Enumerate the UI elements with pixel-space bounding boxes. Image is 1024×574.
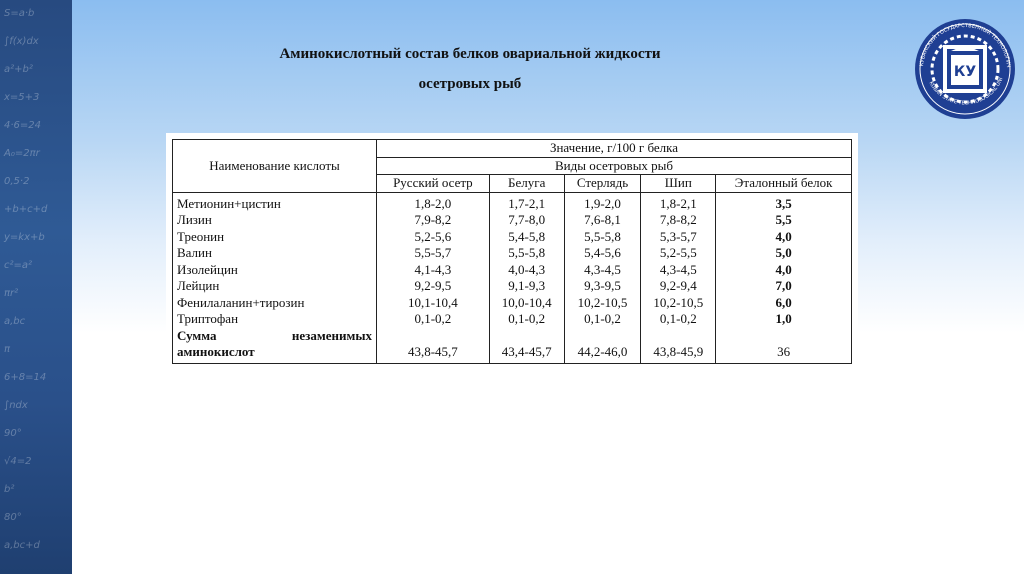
logo-center-text: КУ bbox=[953, 64, 977, 80]
col-sterlet: Стерлядь bbox=[564, 175, 641, 193]
table-cell: 9,1-9,3 bbox=[489, 278, 564, 295]
table-cell: 3,5 bbox=[716, 192, 852, 212]
sidebar-formula: 4·6=24 bbox=[4, 120, 42, 131]
sidebar-formula: b² bbox=[4, 484, 15, 495]
sidebar-formula: √4=2 bbox=[4, 456, 32, 467]
slide-title-line1: Аминокислотный состав белков овариальной жидкости bbox=[279, 46, 661, 62]
amino-acid-table bbox=[172, 139, 852, 364]
sum-value: 43,8-45,7 bbox=[377, 344, 490, 363]
table-cell: 7,0 bbox=[716, 278, 852, 295]
table-row bbox=[173, 245, 852, 262]
acid-name: Лизин bbox=[173, 212, 377, 229]
table-cell bbox=[641, 328, 716, 345]
table-row bbox=[173, 192, 852, 212]
table-cell: 0,1-0,2 bbox=[641, 311, 716, 328]
col-reference-protein: Эталонный белок bbox=[716, 175, 852, 193]
sum-label-line1: Сумма незаменимых bbox=[173, 328, 377, 345]
logo-ring-text-top: КУБАНСКИЙ ГОСУДАРСТВЕННЫЙ ТЕХНОЛОГИЧ bbox=[919, 22, 1012, 68]
left-decor-strip bbox=[0, 0, 72, 574]
table-cell bbox=[716, 328, 852, 345]
table-cell: 1,8-2,1 bbox=[641, 192, 716, 212]
table-cell: 1,7-2,1 bbox=[489, 192, 564, 212]
header-acid-name: Наименование кислоты bbox=[173, 140, 377, 193]
sum-row bbox=[173, 328, 852, 345]
table-cell: 0,1-0,2 bbox=[489, 311, 564, 328]
sidebar-formula: 80° bbox=[4, 512, 22, 523]
table-cell: 9,3-9,5 bbox=[564, 278, 641, 295]
sidebar-formula: 90° bbox=[4, 428, 22, 439]
table-cell: 10,2-10,5 bbox=[641, 295, 716, 312]
table-cell: 10,1-10,4 bbox=[377, 295, 490, 312]
sidebar-formula: c²=a² bbox=[4, 260, 33, 271]
sum-value: 43,4-45,7 bbox=[489, 344, 564, 363]
table-cell: 7,8-8,2 bbox=[641, 212, 716, 229]
table-row bbox=[173, 229, 852, 246]
sum-value: 36 bbox=[716, 344, 852, 363]
col-ship: Шип bbox=[641, 175, 716, 193]
sum-value: 44,2-46,0 bbox=[564, 344, 641, 363]
table-row bbox=[173, 295, 852, 312]
acid-name: Лейцин bbox=[173, 278, 377, 295]
table-cell: 7,7-8,0 bbox=[489, 212, 564, 229]
table-row bbox=[173, 262, 852, 279]
sidebar-formula: ∫ndx bbox=[4, 400, 28, 411]
table-cell: 6,0 bbox=[716, 295, 852, 312]
sidebar-formula: +b+c+d bbox=[4, 204, 48, 215]
table-row bbox=[173, 311, 852, 328]
col-russian-sturgeon: Русский осетр bbox=[377, 175, 490, 193]
header-value: Значение, г/100 г белка bbox=[377, 140, 852, 158]
sidebar-formula: x=5+3 bbox=[4, 92, 40, 103]
sidebar-formula: S=a·b bbox=[4, 8, 35, 19]
table-cell: 1,9-2,0 bbox=[564, 192, 641, 212]
acid-name: Изолейцин bbox=[173, 262, 377, 279]
table-cell: 4,0 bbox=[716, 229, 852, 246]
table-cell: 9,2-9,4 bbox=[641, 278, 716, 295]
table-cell: 4,1-4,3 bbox=[377, 262, 490, 279]
sidebar-formula: ∫f(x)dx bbox=[4, 36, 39, 47]
table-cell: 1,8-2,0 bbox=[377, 192, 490, 212]
table-cell: 5,0 bbox=[716, 245, 852, 262]
table-cell: 5,4-5,8 bbox=[489, 229, 564, 246]
sidebar-formula: a²+b² bbox=[4, 64, 33, 75]
table-cell: 9,2-9,5 bbox=[377, 278, 490, 295]
acid-name: Треонин bbox=[173, 229, 377, 246]
table-cell: 4,0 bbox=[716, 262, 852, 279]
table-cell: 5,4-5,6 bbox=[564, 245, 641, 262]
table-cell bbox=[489, 328, 564, 345]
sum-label-line2: аминокислот bbox=[173, 344, 377, 363]
sum-value: 43,8-45,9 bbox=[641, 344, 716, 363]
table-cell: 0,1-0,2 bbox=[377, 311, 490, 328]
acid-name: Валин bbox=[173, 245, 377, 262]
university-logo bbox=[913, 7, 1017, 131]
sidebar-formula: 6+8=14 bbox=[4, 372, 47, 383]
table-cell: 7,9-8,2 bbox=[377, 212, 490, 229]
table-cell: 4,0-4,3 bbox=[489, 262, 564, 279]
sidebar-formula: πr² bbox=[4, 288, 19, 299]
sum-row-values bbox=[173, 344, 852, 363]
table-cell: 5,5-5,8 bbox=[564, 229, 641, 246]
table-cell: 4,3-4,5 bbox=[564, 262, 641, 279]
table-cell: 0,1-0,2 bbox=[564, 311, 641, 328]
table-cell: 7,6-8,1 bbox=[564, 212, 641, 229]
amino-acid-table-image bbox=[166, 133, 858, 413]
table-cell: 5,2-5,5 bbox=[641, 245, 716, 262]
sidebar-formula: A₀=2πr bbox=[4, 148, 40, 159]
table-cell: 4,3-4,5 bbox=[641, 262, 716, 279]
sidebar-formula: a,bc bbox=[4, 316, 26, 327]
table-cell: 10,0-10,4 bbox=[489, 295, 564, 312]
sidebar-formula: π bbox=[4, 344, 11, 355]
sidebar-formula: 0,5·2 bbox=[4, 176, 30, 187]
logo-ring-text-bottom: KUBAN STATE TECHNOLOGICAL UNI bbox=[927, 76, 1005, 107]
table-cell: 5,5 bbox=[716, 212, 852, 229]
table-cell: 5,5-5,7 bbox=[377, 245, 490, 262]
sidebar-formula: a,bc+d bbox=[4, 540, 40, 551]
acid-name: Фенилаланин+тирозин bbox=[173, 295, 377, 312]
table-cell: 5,2-5,6 bbox=[377, 229, 490, 246]
table-row bbox=[173, 278, 852, 295]
header-species: Виды осетровых рыб bbox=[377, 157, 852, 175]
table-cell: 5,5-5,8 bbox=[489, 245, 564, 262]
table-cell: 5,3-5,7 bbox=[641, 229, 716, 246]
table-cell bbox=[377, 328, 490, 345]
table-row bbox=[173, 212, 852, 229]
acid-name: Метионин+цистин bbox=[173, 192, 377, 212]
col-beluga: Белуга bbox=[489, 175, 564, 193]
sidebar-formula: y=kx+b bbox=[4, 232, 45, 243]
table-cell bbox=[564, 328, 641, 345]
table-cell: 1,0 bbox=[716, 311, 852, 328]
table-cell: 10,2-10,5 bbox=[564, 295, 641, 312]
slide-title-line2: осетровых рыб bbox=[418, 76, 522, 92]
acid-name: Триптофан bbox=[173, 311, 377, 328]
